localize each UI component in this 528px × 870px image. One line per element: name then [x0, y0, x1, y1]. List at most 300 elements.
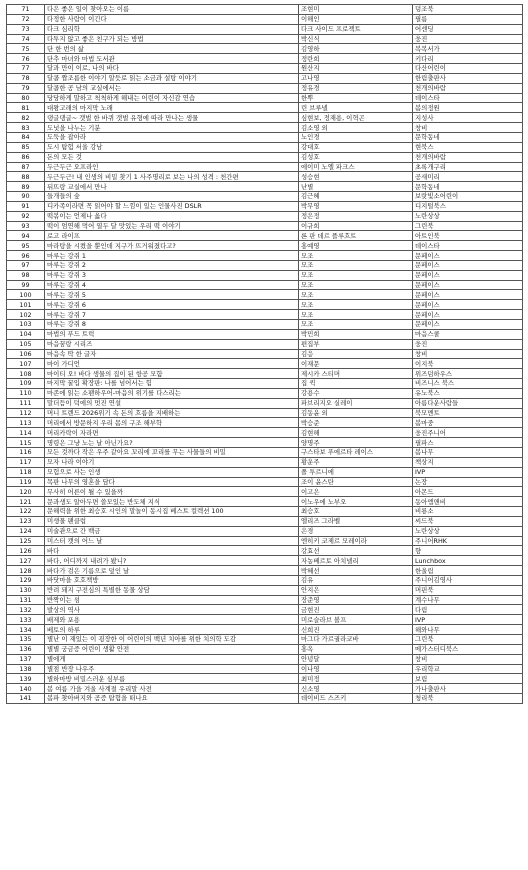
- table-row: [7, 369, 523, 379]
- row-number: 114: [7, 428, 45, 438]
- book-title: 단추 마녀와 마법 도서관: [45, 54, 299, 64]
- row-number: 138: [7, 664, 45, 674]
- book-author: 김현해: [299, 428, 413, 438]
- book-author: 엔히키 코제르 모레이라: [299, 536, 413, 546]
- book-title: 마루는 강쥐 6: [45, 300, 299, 310]
- row-number: 111: [7, 398, 45, 408]
- table-row: [7, 83, 523, 93]
- book-publisher: 비즈니스 북스: [413, 379, 523, 389]
- book-publisher: 보림: [413, 674, 523, 684]
- book-title: 대왕고래의 마지막 노래: [45, 103, 299, 113]
- book-publisher: 데이스타: [413, 93, 523, 103]
- row-number: 109: [7, 379, 45, 389]
- book-author: 조이 윤스탄: [299, 477, 413, 487]
- book-title: 미생물 팬클럽: [45, 516, 299, 526]
- row-number: 98: [7, 270, 45, 280]
- table-row: [7, 201, 523, 211]
- book-publisher: 청리북: [413, 694, 523, 704]
- table-row: [7, 654, 523, 664]
- book-publisher: 웅진주니어: [413, 428, 523, 438]
- book-title: 미스터 캣의 어느 날: [45, 536, 299, 546]
- table-row: [7, 93, 523, 103]
- book-title: 마루는 강쥐 3: [45, 270, 299, 280]
- table-row: [7, 162, 523, 172]
- book-title: 별점 반장 나우주: [45, 664, 299, 674]
- book-author: 모조: [299, 270, 413, 280]
- book-publisher: 문학동네: [413, 132, 523, 142]
- book-title: 별에게: [45, 654, 299, 664]
- book-title: 봄 여름 가을 겨울 사계절 우리말 사전: [45, 684, 299, 694]
- book-title: 달콤한 공 남의 교실에서는: [45, 83, 299, 93]
- book-publisher: 향: [413, 546, 523, 556]
- table-row: [7, 349, 523, 359]
- table-row: [7, 477, 523, 487]
- book-list-body: [7, 5, 523, 704]
- table-row: [7, 73, 523, 83]
- book-publisher: 우리학교: [413, 664, 523, 674]
- book-title: 미술관으로 간 백금: [45, 526, 299, 536]
- book-title: 머니 트렌드 2026위기 속 돈의 흐름을 지배하는: [45, 408, 299, 418]
- book-publisher: 한울림: [413, 566, 523, 576]
- book-publisher: 디지털북스: [413, 201, 523, 211]
- book-author: 박신식: [299, 34, 413, 44]
- table-row: [7, 5, 523, 15]
- book-list-table: [6, 4, 523, 704]
- table-row: [7, 388, 523, 398]
- table-row: [7, 34, 523, 44]
- book-publisher: 문학동네: [413, 182, 523, 192]
- book-title: 디카족이라면 꼭 읽어야 할 느낌이 있는 인물사진 DSLR: [45, 201, 299, 211]
- book-title: 당당하게 말하고 척척하게 해내는 어린이 자신감 연습: [45, 93, 299, 103]
- table-row: [7, 536, 523, 546]
- row-number: 130: [7, 585, 45, 595]
- book-publisher: 다산어린이: [413, 64, 523, 74]
- book-author: 데이비드 스즈키: [299, 694, 413, 704]
- table-row: [7, 113, 523, 123]
- table-row: [7, 428, 523, 438]
- table-row: [7, 418, 523, 428]
- book-author: 이해인: [299, 14, 413, 24]
- row-number: 129: [7, 575, 45, 585]
- table-row: [7, 24, 523, 34]
- row-number: 83: [7, 123, 45, 133]
- book-title: 마음속 딱 한 글자: [45, 349, 299, 359]
- row-number: 117: [7, 457, 45, 467]
- row-number: 87: [7, 162, 45, 172]
- table-row: [7, 14, 523, 24]
- row-number: 90: [7, 192, 45, 202]
- row-number: 88: [7, 172, 45, 182]
- row-number: 91: [7, 201, 45, 211]
- book-title: 반짝이는 섬: [45, 595, 299, 605]
- book-publisher: 아몬드: [413, 487, 523, 497]
- row-number: 97: [7, 260, 45, 270]
- book-publisher: 마음스쿨: [413, 329, 523, 339]
- book-author: 고나영: [299, 73, 413, 83]
- row-number: 103: [7, 320, 45, 330]
- table-row: [7, 152, 523, 162]
- book-title: 다투지 않고 좋은 친구가 되는 방법: [45, 34, 299, 44]
- book-author: 박무영: [299, 201, 413, 211]
- table-row: [7, 359, 523, 369]
- book-title: 봄파 찾아버지와 곰증 탐험을 떠나요: [45, 694, 299, 704]
- book-title: 마루는 강쥐 7: [45, 310, 299, 320]
- book-author: 홍예영: [299, 241, 413, 251]
- book-author: 강효선: [299, 546, 413, 556]
- book-author: 김성호: [299, 152, 413, 162]
- book-publisher: 천개의바람: [413, 152, 523, 162]
- book-publisher: 가나출판사: [413, 684, 523, 694]
- book-author: 정은정: [299, 211, 413, 221]
- row-number: 80: [7, 93, 45, 103]
- table-row: [7, 398, 523, 408]
- book-title: 마음꿈랑 시리즈: [45, 339, 299, 349]
- table-row: [7, 379, 523, 389]
- book-publisher: 봄의정원: [413, 103, 523, 113]
- book-title: 마루는 강쥐 4: [45, 280, 299, 290]
- book-title: 뒤뜨랑 교실에서 만나: [45, 182, 299, 192]
- row-number: 120: [7, 487, 45, 497]
- book-publisher: 문페이스: [413, 290, 523, 300]
- table-row: [7, 615, 523, 625]
- table-row: [7, 516, 523, 526]
- book-author: 노인경: [299, 132, 413, 142]
- book-author: 최승호: [299, 507, 413, 517]
- book-publisher: 현북스: [413, 142, 523, 152]
- book-title: 마법의 푸드 트럭: [45, 329, 299, 339]
- book-title: 떡볶이는 언제나 옳다: [45, 211, 299, 221]
- book-author: 폴 투르니에: [299, 467, 413, 477]
- book-publisher: 위즈덤하우스: [413, 369, 523, 379]
- table-row: [7, 694, 523, 704]
- book-publisher: 초록개구리: [413, 162, 523, 172]
- book-author: 이재문: [299, 359, 413, 369]
- book-title: 말더듬이 덕에의 멋진 연설: [45, 398, 299, 408]
- row-number: 74: [7, 34, 45, 44]
- book-title: 반려 돼지 구전심의 특별한 동물 상담: [45, 585, 299, 595]
- book-title: 도넛을 나누는 기분: [45, 123, 299, 133]
- book-author: 이노우에 노부오: [299, 497, 413, 507]
- book-author: 제시카 스티머: [299, 369, 413, 379]
- row-number: 82: [7, 113, 45, 123]
- book-author: 원산지: [299, 64, 413, 74]
- table-row: [7, 507, 523, 517]
- book-title: 별난 이 재있는 이 굉장한 이 어린이의 백년 치아를 위한 치의학 도감: [45, 635, 299, 645]
- book-author: 김영하: [299, 44, 413, 54]
- book-publisher: 비룡소: [413, 507, 523, 517]
- table-row: [7, 487, 523, 497]
- book-publisher: 다림: [413, 605, 523, 615]
- book-author: 미로슬라브 볼프: [299, 615, 413, 625]
- book-author: 신소영: [299, 684, 413, 694]
- book-author: 편집부: [299, 339, 413, 349]
- book-publisher: 머핀북: [413, 585, 523, 595]
- book-author: 이고은: [299, 487, 413, 497]
- table-row: [7, 595, 523, 605]
- book-author: 안지은: [299, 585, 413, 595]
- table-row: [7, 585, 523, 595]
- table-row: [7, 280, 523, 290]
- book-publisher: 논장: [413, 477, 523, 487]
- book-publisher: 키다리: [413, 54, 523, 64]
- book-author: 구스타보 푸에르타 레이스: [299, 447, 413, 457]
- book-author: 김소영 외: [299, 123, 413, 133]
- book-title: 마존에 읽는 소팬하우어-마음의 위기를 다스리는: [45, 388, 299, 398]
- book-publisher: 그린북: [413, 635, 523, 645]
- table-row: [7, 221, 523, 231]
- row-number: 94: [7, 231, 45, 241]
- table-row: [7, 605, 523, 615]
- book-title: 별하마방 비밀스러운 심부름: [45, 674, 299, 684]
- row-number: 93: [7, 221, 45, 231]
- book-title: 모험으로 사는 인생: [45, 467, 299, 477]
- book-title: 베토의 하루: [45, 625, 299, 635]
- book-publisher: 주니어김영사: [413, 575, 523, 585]
- book-title: 다은 좋은 일이 찾아오는 이름: [45, 5, 299, 15]
- row-number: 78: [7, 73, 45, 83]
- book-title: 달콤 짭조름한 이야기 알듯로 읽는 소금과 설탕 이야기: [45, 73, 299, 83]
- table-row: [7, 644, 523, 654]
- book-title: 돈의 모든 것: [45, 152, 299, 162]
- book-author: 김동윤 외: [299, 408, 413, 418]
- book-author: 엘리즈 그라벨: [299, 516, 413, 526]
- book-title: 마지막 꿀입 확장판: 나를 넘어서는 힘: [45, 379, 299, 389]
- book-author: 모조: [299, 320, 413, 330]
- row-number: 123: [7, 516, 45, 526]
- book-list-sheet: [6, 4, 522, 704]
- row-number: 92: [7, 211, 45, 221]
- book-title: 바다: [45, 546, 299, 556]
- row-number: 106: [7, 349, 45, 359]
- row-number: 115: [7, 438, 45, 448]
- book-title: 들개들의 숲: [45, 192, 299, 202]
- book-publisher: 문페이스: [413, 251, 523, 261]
- table-row: [7, 566, 523, 576]
- book-title: 모든 것까다 작은 우주 같아요 꼬리에 꼬리를 무는 사물들의 비밀: [45, 447, 299, 457]
- table-row: [7, 497, 523, 507]
- table-row: [7, 467, 523, 477]
- book-author: 강용수: [299, 388, 413, 398]
- row-number: 133: [7, 615, 45, 625]
- row-number: 108: [7, 369, 45, 379]
- book-title: 댕글댕글~ 갯벌 한 바퀴 갯벌 유형에 따라 만나는 생물: [45, 113, 299, 123]
- row-number: 86: [7, 152, 45, 162]
- book-publisher: 창비: [413, 349, 523, 359]
- row-number: 85: [7, 142, 45, 152]
- row-number: 105: [7, 339, 45, 349]
- book-author: 김유: [299, 575, 413, 585]
- book-title: 마루는 강쥐 5: [45, 290, 299, 300]
- book-publisher: 데이스타: [413, 241, 523, 251]
- book-title: 도시 탐험 서울 강남: [45, 142, 299, 152]
- book-publisher: 문페이스: [413, 260, 523, 270]
- book-author: 자농베르토 아치넬리: [299, 556, 413, 566]
- row-number: 104: [7, 329, 45, 339]
- table-row: [7, 260, 523, 270]
- book-publisher: 이지북: [413, 359, 523, 369]
- book-title: 머리카락이 자라면: [45, 428, 299, 438]
- book-publisher: 창비: [413, 123, 523, 133]
- row-number: 116: [7, 447, 45, 457]
- row-number: 132: [7, 605, 45, 615]
- table-row: [7, 64, 523, 74]
- row-number: 112: [7, 408, 45, 418]
- book-title: 바다가 검은 기름으로 덮인 날: [45, 566, 299, 576]
- book-publisher: IVP: [413, 467, 523, 477]
- table-row: [7, 684, 523, 694]
- table-row: [7, 251, 523, 261]
- book-author: 모조: [299, 300, 413, 310]
- book-title: 마이티 오! 바다 생물의 집이 된 항공 모함: [45, 369, 299, 379]
- book-publisher: 문페이스: [413, 280, 523, 290]
- book-author: 마그다 가르궐라코바: [299, 635, 413, 645]
- book-title: 바닷마을 호호책방: [45, 575, 299, 585]
- table-row: [7, 54, 523, 64]
- book-publisher: 어센딩: [413, 24, 523, 34]
- row-number: 102: [7, 310, 45, 320]
- book-title: 단 한 번의 삶: [45, 44, 299, 54]
- book-author: 집 퀵: [299, 379, 413, 389]
- book-author: 금현진: [299, 605, 413, 615]
- book-author: 최미정: [299, 674, 413, 684]
- table-row: [7, 664, 523, 674]
- book-author: 이규희: [299, 221, 413, 231]
- row-number: 76: [7, 54, 45, 64]
- table-row: [7, 526, 523, 536]
- book-title: 발상의 역사: [45, 605, 299, 615]
- book-publisher: 문페이스: [413, 300, 523, 310]
- table-row: [7, 300, 523, 310]
- row-number: 77: [7, 64, 45, 74]
- book-title: 문해력을 위한 최승호 시인의 말놀이 동시집 베스트 컬렉션 100: [45, 507, 299, 517]
- book-publisher: 아트인북: [413, 231, 523, 241]
- book-author: 홍옥: [299, 644, 413, 654]
- table-row: [7, 438, 523, 448]
- book-author: 모조: [299, 310, 413, 320]
- table-row: [7, 625, 523, 635]
- book-title: 떡이 엄연해 먹어 열두 달 맛있는 우리 떡 이야기: [45, 221, 299, 231]
- book-publisher: 씨드북: [413, 516, 523, 526]
- table-row: [7, 270, 523, 280]
- book-author: 강대호: [299, 142, 413, 152]
- table-row: [7, 310, 523, 320]
- row-number: 118: [7, 467, 45, 477]
- row-number: 136: [7, 644, 45, 654]
- book-publisher: Lunchbox: [413, 556, 523, 566]
- row-number: 122: [7, 507, 45, 517]
- row-number: 128: [7, 566, 45, 576]
- book-author: 에이미 노엘 파크스: [299, 162, 413, 172]
- row-number: 95: [7, 241, 45, 251]
- book-title: 모자 나라 이야기: [45, 457, 299, 467]
- book-publisher: 웅진: [413, 339, 523, 349]
- book-author: 이나영: [299, 664, 413, 674]
- book-author: 안녕달: [299, 654, 413, 664]
- book-title: 배제와 포용: [45, 615, 299, 625]
- book-author: 린 브루넬: [299, 103, 413, 113]
- row-number: 110: [7, 388, 45, 398]
- row-number: 137: [7, 654, 45, 664]
- table-row: [7, 172, 523, 182]
- book-publisher: 봄나무: [413, 447, 523, 457]
- table-row: [7, 142, 523, 152]
- book-publisher: 한림출판사: [413, 73, 523, 83]
- row-number: 119: [7, 477, 45, 487]
- book-title: 두근두근! 내 인생의 비밀 찾기 1 사주명리로 보는 나의 성격 : 천간편: [45, 172, 299, 182]
- book-title: 마루는 강쥐 1: [45, 251, 299, 261]
- book-author: 김응: [299, 349, 413, 359]
- book-title: 다크 심리학: [45, 24, 299, 34]
- book-title: 마루는 강쥐 2: [45, 260, 299, 270]
- row-number: 124: [7, 526, 45, 536]
- book-author: 조현미: [299, 5, 413, 15]
- book-author: 파브리지오 실레이: [299, 398, 413, 408]
- book-publisher: 지성사: [413, 113, 523, 123]
- book-title: 로고 라이프: [45, 231, 299, 241]
- book-author: 은경: [299, 526, 413, 536]
- book-publisher: 노란상상: [413, 526, 523, 536]
- book-author: 심현보, 정재용, 이혁곤: [299, 113, 413, 123]
- row-number: 107: [7, 359, 45, 369]
- book-publisher: 천개의바람: [413, 83, 523, 93]
- table-row: [7, 182, 523, 192]
- book-publisher: 공새미리: [413, 172, 523, 182]
- book-publisher: 문페이스: [413, 310, 523, 320]
- row-number: 135: [7, 635, 45, 645]
- row-number: 126: [7, 546, 45, 556]
- row-number: 100: [7, 290, 45, 300]
- row-number: 127: [7, 556, 45, 566]
- row-number: 141: [7, 694, 45, 704]
- row-number: 134: [7, 625, 45, 635]
- row-number: 75: [7, 44, 45, 54]
- row-number: 84: [7, 132, 45, 142]
- book-title: 마루는 강쥐 8: [45, 320, 299, 330]
- table-row: [7, 320, 523, 330]
- table-row: [7, 556, 523, 566]
- table-row: [7, 192, 523, 202]
- book-publisher: 동아엠앤비: [413, 497, 523, 507]
- row-number: 113: [7, 418, 45, 428]
- book-publisher: 필름: [413, 14, 523, 24]
- book-author: 양명주: [299, 438, 413, 448]
- book-publisher: IVP: [413, 615, 523, 625]
- book-title: 달과 만이 이로, 나의 바다: [45, 64, 299, 74]
- book-author: 모조: [299, 260, 413, 270]
- table-row: [7, 408, 523, 418]
- book-title: 무사히 어른이 될 수 있을까: [45, 487, 299, 497]
- book-publisher: 문페이스: [413, 320, 523, 330]
- row-number: 73: [7, 24, 45, 34]
- row-number: 89: [7, 182, 45, 192]
- row-number: 99: [7, 280, 45, 290]
- book-title: 두근두근 오프라인: [45, 162, 299, 172]
- book-publisher: 덩조북: [413, 5, 523, 15]
- book-title: 마라탕을 시켰을 뿐인데 지구가 뜨거워졌다고?: [45, 241, 299, 251]
- book-author: 황운주: [299, 457, 413, 467]
- book-author: 한뿌: [299, 93, 413, 103]
- table-row: [7, 123, 523, 133]
- table-row: [7, 457, 523, 467]
- book-title: 목판 나무의 영혼을 담다: [45, 477, 299, 487]
- book-publisher: 책상지: [413, 457, 523, 467]
- book-author: 박승준: [299, 418, 413, 428]
- book-publisher: 창비: [413, 654, 523, 664]
- table-row: [7, 231, 523, 241]
- table-row: [7, 635, 523, 645]
- book-title: 바다, 어디까지 내려가 봤니?: [45, 556, 299, 566]
- row-number: 81: [7, 103, 45, 113]
